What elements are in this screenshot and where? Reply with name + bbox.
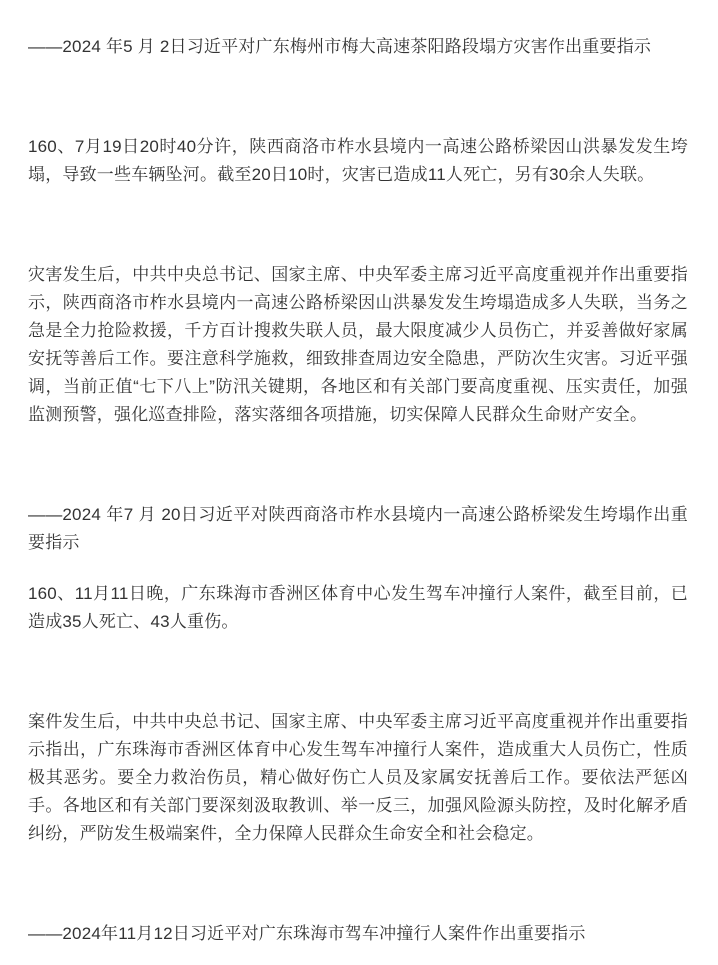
incident-160-zhuhai-attack: 160、11月11日晚，广东珠海市香洲区体育中心发生驾车冲撞行人案件，截至目前，已造成35人死亡、43人重伤。 bbox=[28, 584, 688, 631]
incident-160-bridge-collapse: 160、7月19日20时40分许，陕西商洛市柞水县境内一高速公路桥梁因山洪暴发发生垮塌，导致一些车辆坠河。截至20日10时，灾害已造成11人死亡，另有30余人失联。 bbox=[28, 137, 688, 184]
attribution-bridge-collapse: ——2024 年7 月 20日习近平对陕西商洛市柞水县境内一高速公路桥梁发生垮塌作出重要指示 bbox=[28, 505, 688, 552]
directive-zhuhai-attack: 案件发生后，中共中央总书记、国家主席、中央军委主席习近平高度重视并作出重要指示指出，广东珠海市香洲区体育中心发生驾车冲撞行人案件，造成重大人员伤亡，性质极其恶劣。要全力救治伤员，精心做好伤亡人员及家属安抚善后工作。要依法严惩凶手。各地区和有关部门要深刻汲取教训、举一反三，加强风险源头防控，及时化解矛盾纠纷，严防发生极端案件，全力保障人民群众生命安全和社会稳定。 bbox=[28, 712, 688, 843]
directive-bridge-collapse: 灾害发生后，中共中央总书记、国家主席、中央军委主席习近平高度重视并作出重要指示，陕西商洛市柞水县境内一高速公路桥梁因山洪暴发发生垮塌造成多人失联，当务之急是全力抢险救援，千方百计搜救失联人员，最大限度减少人员伤亡，并妥善做好家属安抚等善后工作。要注意科学施救，细致排查周边安全隐患，严防次生灾害。习近平强调，当前正值“七下八上”防汛关键期，各地区和有关部门要高度重视、压实责任，加强监测预警，强化巡查排险，落实落细各项措施，切实保障人民群众生命财产安全。 bbox=[28, 265, 688, 424]
attribution-zhuhai-attack: ——2024年11月12日习近平对广东珠海市驾车冲撞行人案件作出重要指示 bbox=[28, 924, 586, 943]
attribution-meizhou-landslide: ——2024 年5 月 2日习近平对广东梅州市梅大高速茶阳路段塌方灾害作出重要指示 bbox=[28, 37, 652, 56]
